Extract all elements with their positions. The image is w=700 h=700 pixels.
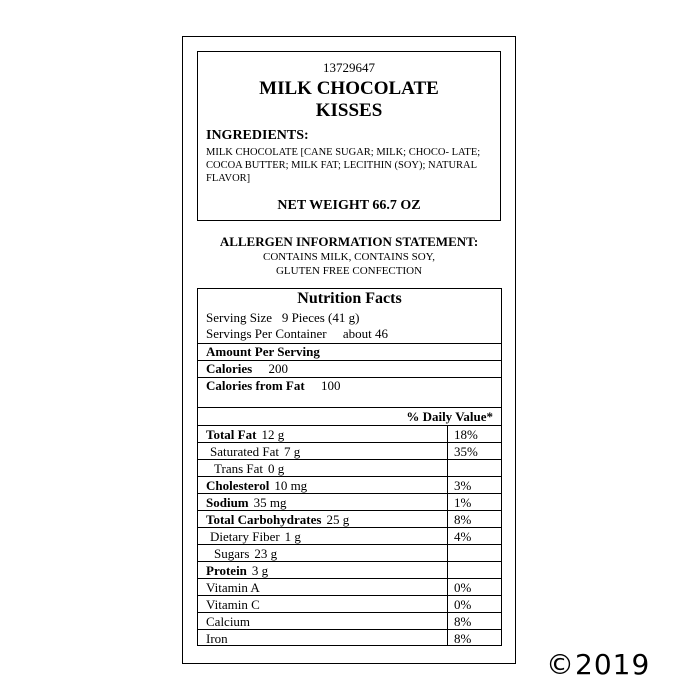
nutrient-label bbox=[210, 529, 301, 545]
nutrient-daily-value: 8% bbox=[454, 512, 472, 527]
product-title bbox=[198, 78, 500, 122]
nutrient-name: Sugars bbox=[214, 546, 250, 561]
nutrient-amount: 35 mg bbox=[253, 495, 287, 510]
ingredients-text: MILK CHOCOLATE [CANE SUGAR; MILK; CHOCO- LATE; COCOA BUTTER; MILK FAT; LECITHIN (SOY); NATURAL FLAVOR] bbox=[206, 147, 481, 184]
calories-from-fat-value: 100 bbox=[320, 378, 341, 393]
nutrient-label bbox=[214, 461, 284, 477]
ingredients-heading: INGREDIENTS: bbox=[206, 128, 309, 143]
product-title-line1: MILK CHOCOLATE bbox=[259, 78, 439, 99]
nutrient-daily-value: 3% bbox=[454, 478, 472, 493]
nutrient-label bbox=[206, 427, 284, 443]
nutrient-amount: 23 g bbox=[254, 546, 278, 561]
serving-size bbox=[206, 310, 359, 326]
nutrient-label bbox=[206, 478, 307, 494]
nutrient-row bbox=[198, 442, 501, 459]
servings-per-container-label: Servings Per Container bbox=[206, 326, 327, 341]
product-title-line2: KISSES bbox=[315, 100, 383, 121]
nutrient-row bbox=[198, 578, 501, 595]
nutrient-daily-value: 0% bbox=[454, 597, 472, 612]
nutrient-daily-value: 1% bbox=[454, 495, 472, 510]
nutrient-row bbox=[198, 612, 501, 629]
nutrient-row bbox=[198, 527, 501, 544]
product-info-box bbox=[197, 51, 501, 221]
nutrient-row bbox=[198, 425, 501, 442]
nutrient-label bbox=[206, 512, 349, 528]
nutrient-daily-value: 35% bbox=[454, 444, 478, 459]
calories-from-fat-label: Calories from Fat bbox=[206, 378, 305, 393]
nutrient-row bbox=[198, 510, 501, 527]
nutrient-name: Vitamin A bbox=[206, 580, 260, 595]
nutrient-amount: 12 g bbox=[261, 427, 285, 442]
allergen-heading: ALLERGEN INFORMATION STATEMENT: bbox=[219, 234, 479, 249]
nutrition-facts-panel bbox=[197, 288, 502, 646]
nutrition-facts-title: Nutrition Facts bbox=[297, 290, 402, 307]
nutrient-label bbox=[206, 495, 287, 511]
nutrient-label bbox=[206, 563, 268, 579]
nutrient-row bbox=[198, 493, 501, 510]
nutrient-name: Cholesterol bbox=[206, 478, 270, 493]
nutrient-label bbox=[206, 614, 255, 630]
daily-value-header: % Daily Value* bbox=[406, 409, 493, 424]
nutrient-name: Calcium bbox=[206, 614, 251, 629]
nutrient-amount: 1 g bbox=[284, 529, 301, 544]
allergen-line1: CONTAINS MILK, CONTAINS SOY, bbox=[263, 251, 435, 263]
nutrient-name: Sodium bbox=[206, 495, 249, 510]
nutrient-daily-value: 18% bbox=[454, 427, 478, 442]
nutrient-daily-value: 8% bbox=[454, 614, 472, 629]
calories-from-fat bbox=[206, 378, 340, 394]
allergen-statement bbox=[182, 250, 516, 278]
amount-per-serving: Amount Per Serving bbox=[206, 344, 320, 359]
nutrient-amount: 10 mg bbox=[274, 478, 308, 493]
copyright-watermark: ©2019 bbox=[546, 648, 651, 681]
allergen-line2: GLUTEN FREE CONFECTION bbox=[275, 265, 423, 277]
serving-size-value: 9 Pieces (41 g) bbox=[281, 310, 360, 325]
nutrient-row bbox=[198, 544, 501, 561]
calories-label: Calories bbox=[206, 361, 253, 376]
nutrient-name: Saturated Fat bbox=[210, 444, 279, 459]
servings-per-container-value: about 46 bbox=[342, 326, 388, 341]
product-code: 13729647 bbox=[323, 60, 375, 75]
servings-per-container bbox=[206, 326, 388, 342]
nutrient-name: Dietary Fiber bbox=[210, 529, 280, 544]
nutrient-row bbox=[198, 476, 501, 493]
net-weight: NET WEIGHT 66.7 OZ bbox=[277, 198, 421, 213]
divider bbox=[198, 407, 501, 408]
nutrient-amount: 3 g bbox=[251, 563, 269, 578]
serving-size-label: Serving Size bbox=[206, 310, 273, 325]
nutrient-label bbox=[206, 580, 265, 596]
nutrient-name: Iron bbox=[206, 631, 228, 646]
daily-value-column-divider bbox=[447, 425, 448, 646]
nutrient-row bbox=[198, 629, 501, 646]
nutrient-daily-value: 8% bbox=[454, 631, 472, 646]
nutrient-amount: 7 g bbox=[283, 444, 301, 459]
nutrient-name: Total Fat bbox=[206, 427, 257, 442]
nutrient-daily-value: 4% bbox=[454, 529, 472, 544]
nutrient-row bbox=[198, 595, 501, 612]
nutrient-row bbox=[198, 561, 501, 578]
nutrient-label bbox=[206, 631, 233, 647]
nutrient-row bbox=[198, 459, 501, 476]
nutrient-daily-value: 0% bbox=[454, 580, 472, 595]
nutrient-label bbox=[206, 597, 265, 613]
nutrient-label bbox=[214, 546, 277, 562]
nutrient-amount: 0 g bbox=[268, 461, 285, 476]
nutrient-name: Trans Fat bbox=[214, 461, 264, 476]
nutrient-name: Total Carbohydrates bbox=[206, 512, 322, 527]
nutrient-name: Vitamin C bbox=[206, 597, 260, 612]
calories bbox=[206, 361, 288, 377]
nutrient-amount: 25 g bbox=[326, 512, 350, 527]
nutrient-label bbox=[210, 444, 300, 460]
nutrient-name: Protein bbox=[206, 563, 247, 578]
calories-value: 200 bbox=[268, 361, 288, 376]
